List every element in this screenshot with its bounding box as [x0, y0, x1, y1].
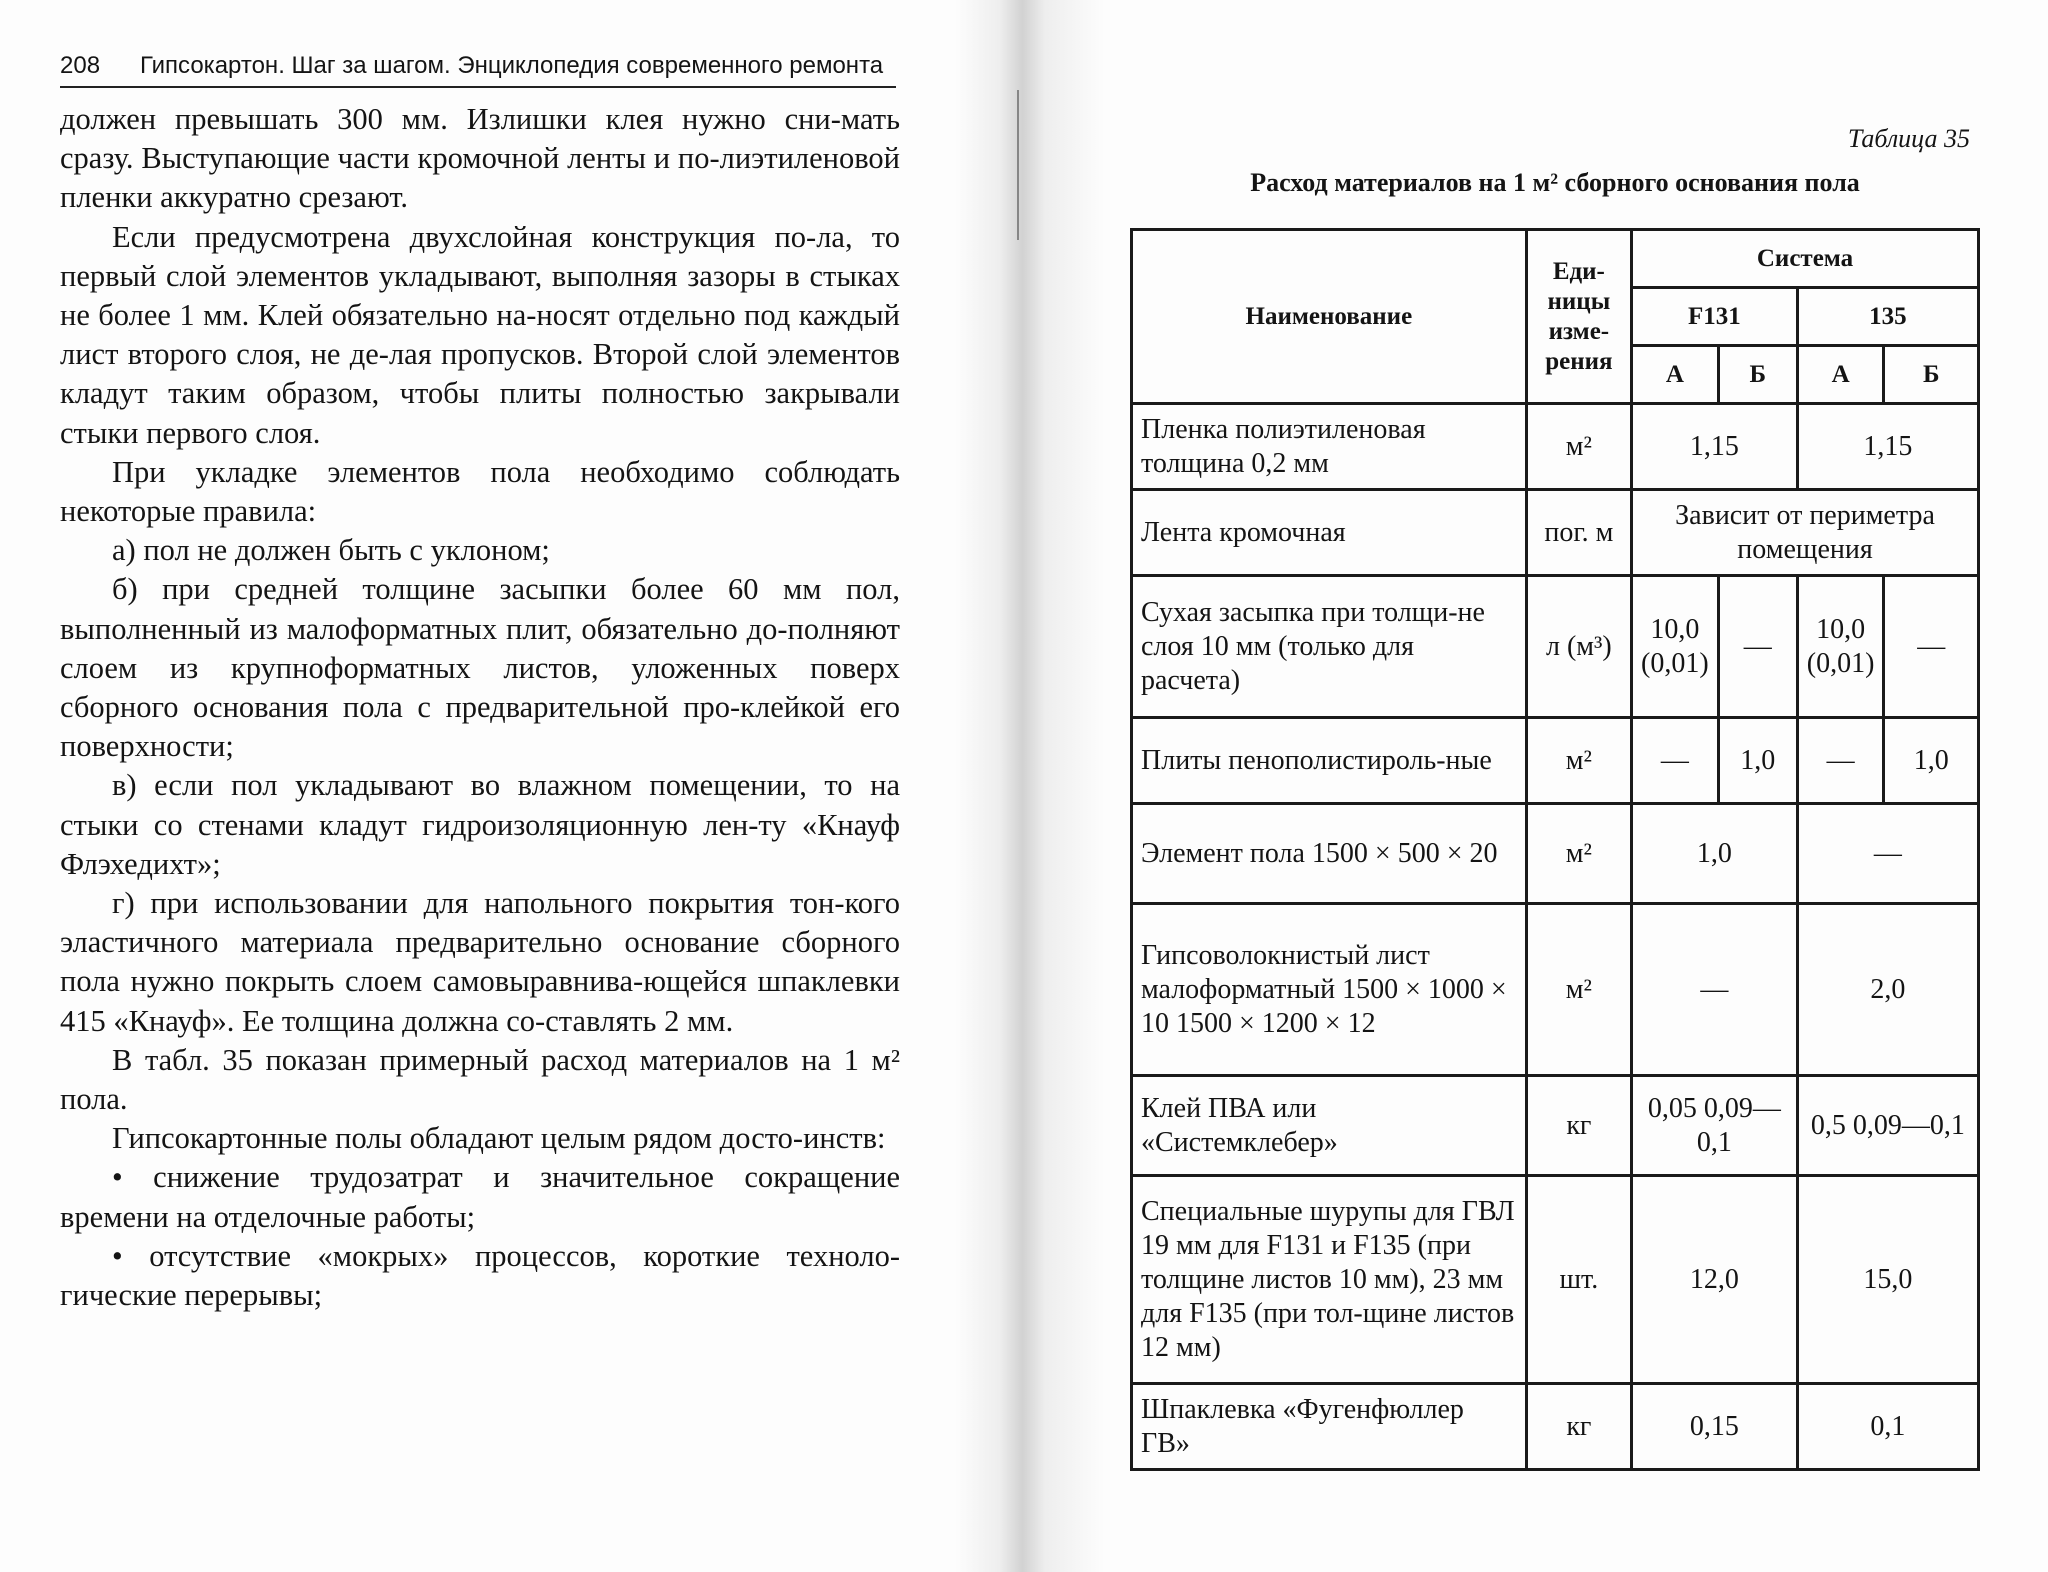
- cell-unit: м²: [1526, 404, 1631, 490]
- cell-f131: —: [1632, 904, 1798, 1076]
- cell-f131-b: 1,0: [1718, 718, 1797, 804]
- table-label: Таблица 35: [1847, 124, 1970, 153]
- paragraph: Если предусмотрена двухслойная конструкция по-ла, то первый слой элементов укладывают, выполняя зазоры в стыках не более 1 мм. Клей обязательно на-носят отдельно под каждый лист второго слоя, не де-лая пропусков. Второй слой элементов кладут таким образом, чтобы плиты полностью закрывали стыки первого слоя.: [60, 219, 900, 450]
- cell-unit: шт.: [1526, 1176, 1631, 1384]
- bullet-item: • снижение трудозатрат и значительное сокращение времени на отделочные работы;: [60, 1160, 900, 1234]
- table-row: [1132, 1076, 1979, 1176]
- header-system: Система: [1632, 230, 1979, 288]
- cell-135: —: [1797, 804, 1978, 904]
- book-title-header: Гипсокартон. Шаг за шагом. Энциклопедия современного ремонта: [140, 52, 884, 79]
- table-row: [1132, 804, 1979, 904]
- header-135-a: А: [1797, 346, 1884, 404]
- cell-name: Шпаклевка «Фугенфюллер ГВ»: [1132, 1384, 1527, 1470]
- cell-135: 15,0: [1797, 1176, 1978, 1384]
- cell-unit: м²: [1526, 904, 1631, 1076]
- cell-unit: кг: [1526, 1076, 1631, 1176]
- cell-f131: 12,0: [1632, 1176, 1798, 1384]
- cell-135-a: —: [1797, 718, 1884, 804]
- header-135-b: Б: [1884, 346, 1979, 404]
- header-f131-b: Б: [1718, 346, 1797, 404]
- header-f131: F131: [1632, 288, 1798, 346]
- cell-f131-a: —: [1632, 718, 1719, 804]
- cell-135-b: —: [1884, 576, 1979, 718]
- cell-135: 1,15: [1797, 404, 1978, 490]
- list-item: а) пол не должен быть с уклоном;: [112, 533, 550, 568]
- cell-name: Лента кромочная: [1132, 490, 1527, 576]
- cell-135: 0,1: [1797, 1384, 1978, 1470]
- table-row: [1132, 1384, 1979, 1470]
- cell-unit: м²: [1526, 718, 1631, 804]
- table-title: Расход материалов на 1 м² сборного основания пола: [1250, 168, 1860, 197]
- cell-135-a: 10,0 (0,01): [1797, 576, 1884, 718]
- header-name: Наименование: [1132, 230, 1527, 404]
- header-135: 135: [1797, 288, 1978, 346]
- cell-unit: кг: [1526, 1384, 1631, 1470]
- gutter-shadow-line: [1017, 90, 1019, 240]
- cell-f131: 0,05 0,09—0,1: [1632, 1076, 1798, 1176]
- header-f131-a: А: [1632, 346, 1719, 404]
- cell-name: Элемент пола 1500 × 500 × 20: [1132, 804, 1527, 904]
- list-item: б) при средней толщине засыпки более 60 мм пол, выполненный из малоформатных плит, обязательно до-полняют слоем из крупноформатных листов, уложенных поверх сборного основания пола с предварительной про-клейкой его поверхности;: [60, 572, 900, 764]
- cell-name: Плиты пенополистироль-ные: [1132, 718, 1527, 804]
- paragraph: В табл. 35 показан примерный расход материалов на 1 м² пола.: [60, 1042, 900, 1117]
- table-row: [1132, 576, 1979, 718]
- list-item: г) при использовании для напольного покрытия тон-кого эластичного материала предварительно основание сборного пола нужно покрыть слоем самовыравнива-ющейся шпаклевки 415 «Кнауф». Ее толщина должна со-ставлять 2 мм.: [60, 886, 900, 1038]
- cell-135: 2,0: [1797, 904, 1978, 1076]
- cell-unit: л (м³): [1526, 576, 1631, 718]
- cell-name: Гипсоволокнистый лист малоформатный 1500 × 1000 × 10 1500 × 1200 × 12: [1132, 904, 1527, 1076]
- bullet-item: • отсутствие «мокрых» процессов, короткие техноло-гические перерывы;: [60, 1238, 900, 1313]
- left-page: [60, 52, 900, 1315]
- cell-135-b: 1,0: [1884, 718, 1979, 804]
- cell-unit: пог. м: [1526, 490, 1631, 576]
- table-row: [1132, 490, 1979, 576]
- cell-135: 0,5 0,09—0,1: [1797, 1076, 1978, 1176]
- cell-name: Специальные шурупы для ГВЛ 19 мм для F131 и F135 (при толщине листов 10 мм), 23 мм для F135 (при тол-щине листов 12 мм): [1132, 1176, 1527, 1384]
- materials-table: [1130, 228, 1980, 1471]
- table-row: [1132, 1176, 1979, 1384]
- list-item: в) если пол укладывают во влажном помещении, то на стыки со стенами кладут гидроизоляционную лен-ту «Кнауф Флэхедихт»;: [60, 768, 900, 881]
- cell-name: Клей ПВА или «Системклебер»: [1132, 1076, 1527, 1176]
- cell-f131-b: —: [1718, 576, 1797, 718]
- right-page: [1130, 124, 1980, 1459]
- cell-name: Пленка полиэтиленовая толщина 0,2 мм: [1132, 404, 1527, 490]
- cell-f131: 0,15: [1632, 1384, 1798, 1470]
- header-unit: Еди-ницы изме-рения: [1526, 230, 1631, 404]
- table-row: [1132, 718, 1979, 804]
- paragraph: Гипсокартонные полы обладают целым рядом досто-инств:: [112, 1121, 886, 1156]
- paragraph: должен превышать 300 мм. Излишки клея нужно сни-мать сразу. Выступающие части кромочной ленты и по-лиэтиленовой пленки аккуратно срезают.: [60, 102, 900, 215]
- cell-f131: 1,15: [1632, 404, 1798, 490]
- page-number: 208: [60, 52, 101, 79]
- cell-f131-a: 10,0 (0,01): [1632, 576, 1719, 718]
- cell-name: Сухая засыпка при толщи-не слоя 10 мм (только для расчета): [1132, 576, 1527, 718]
- cell-merged: Зависит от периметра помещения: [1632, 490, 1979, 576]
- cell-unit: м²: [1526, 804, 1631, 904]
- body-text: [60, 100, 900, 1315]
- running-head: [60, 52, 896, 88]
- book-gutter: [955, 0, 1105, 1572]
- paragraph: При укладке элементов пола необходимо соблюдать некоторые правила:: [60, 454, 900, 529]
- table-row: [1132, 904, 1979, 1076]
- cell-f131: 1,0: [1632, 804, 1798, 904]
- table-row: [1132, 404, 1979, 490]
